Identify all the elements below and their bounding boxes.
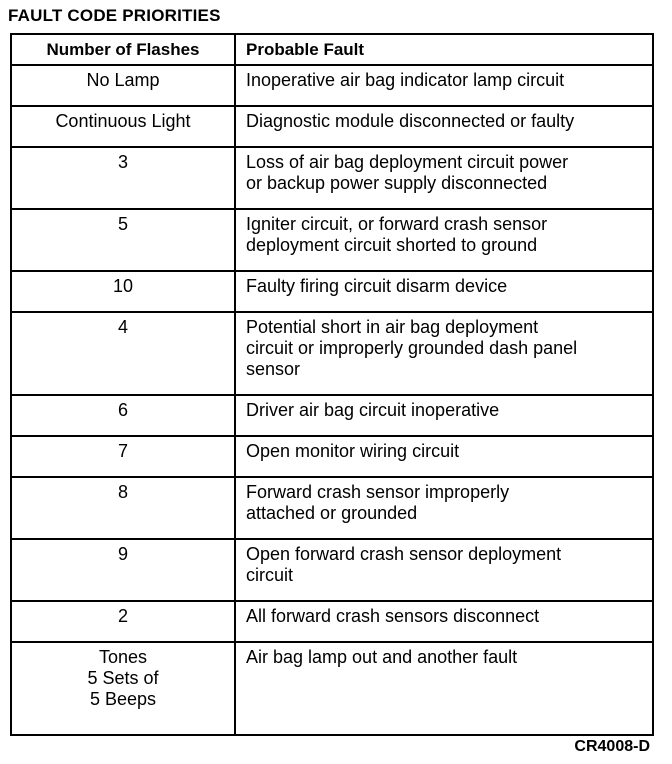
flashes-cell: 2 [11,601,235,642]
table-row [11,642,653,735]
flashes-cell: 9 [11,539,235,601]
fault-cell: All forward crash sensors disconnect [235,601,653,642]
flashes-cell: 5 [11,209,235,271]
fault-cell: Forward crash sensor improperly attached or grounded [235,477,653,539]
flashes-cell: Tones 5 Sets of 5 Beeps [11,642,235,735]
header-probable-fault: Probable Fault [235,34,653,65]
flashes-cell: 4 [11,312,235,395]
table-row [11,436,653,477]
figure-id: CR4008-D [574,738,650,755]
flashes-cell: 3 [11,147,235,209]
fault-cell: Igniter circuit, or forward crash sensor deployment circuit shorted to ground [235,209,653,271]
table-row [11,539,653,601]
table-row [11,147,653,209]
fault-cell: Open monitor wiring circuit [235,436,653,477]
fault-cell: Air bag lamp out and another fault [235,642,653,735]
table-row [11,209,653,271]
fault-cell: Inoperative air bag indicator lamp circuit [235,65,653,106]
fault-cell: Faulty firing circuit disarm device [235,271,653,312]
fault-cell: Loss of air bag deployment circuit power or backup power supply disconnected [235,147,653,209]
table-row [11,312,653,395]
header-number-of-flashes: Number of Flashes [11,34,235,65]
flashes-cell: 6 [11,395,235,436]
table-row [11,477,653,539]
flashes-cell: Continuous Light [11,106,235,147]
fault-cell: Potential short in air bag deployment circuit or improperly grounded dash panel sensor [235,312,653,395]
flashes-cell: No Lamp [11,65,235,106]
table-row [11,65,653,106]
flashes-cell: 10 [11,271,235,312]
document-title: FAULT CODE PRIORITIES [8,6,221,25]
fault-cell: Diagnostic module disconnected or faulty [235,106,653,147]
table-row [11,601,653,642]
flashes-cell: 7 [11,436,235,477]
flashes-cell: 8 [11,477,235,539]
table-row [11,271,653,312]
fault-code-table [10,33,654,736]
fault-cell: Driver air bag circuit inoperative [235,395,653,436]
table-row [11,395,653,436]
fault-cell: Open forward crash sensor deployment circuit [235,539,653,601]
table-row [11,106,653,147]
table-header-row [11,34,653,65]
